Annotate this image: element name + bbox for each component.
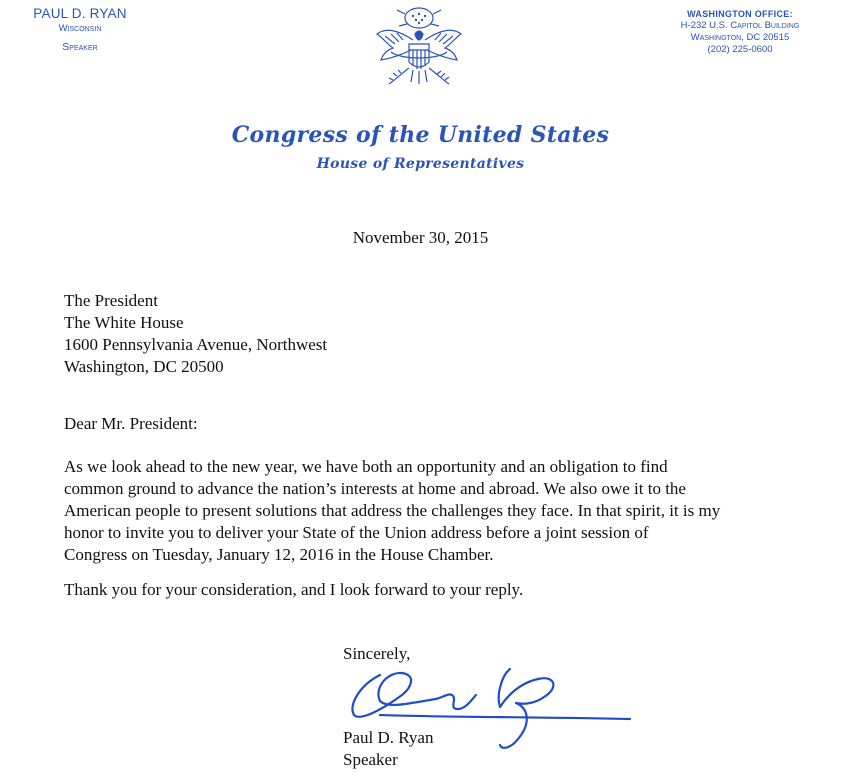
recipient-address: [64, 290, 327, 378]
office-line: (202) 225-0600: [707, 44, 773, 55]
office-line: Washington, DC 20515: [690, 32, 790, 43]
congress-heading: Congress of the United States: [231, 122, 610, 148]
body-line: As we look ahead to the new year, we have both an opportunity and an obligation to find: [64, 457, 668, 476]
address-line: The President: [64, 291, 158, 310]
body-line: honor to invite you to deliver your State of the Union address before a joint session of: [64, 523, 649, 542]
letterhead-office-block: [640, 8, 840, 56]
member-title: Speaker: [62, 41, 98, 53]
signer-name: Paul D. Ryan: [343, 728, 434, 747]
office-label: WASHINGTON OFFICE:: [687, 9, 793, 19]
member-name: PAUL D. RYAN: [33, 6, 127, 21]
member-state: Wisconsin: [58, 23, 102, 34]
body-line: Congress on Tuesday, January 12, 2016 in the House Chamber.: [64, 545, 494, 564]
letterhead-member-block: [10, 6, 150, 54]
great-seal-eagle-icon: [365, 4, 473, 102]
salutation: Dear Mr. President:: [64, 414, 198, 433]
chamber-heading: House of Representatives: [316, 156, 525, 172]
address-line: The White House: [64, 313, 184, 332]
body-paragraph: [64, 456, 784, 566]
office-line: H-232 U.S. Capitol Building: [680, 20, 800, 31]
body-line: American people to present solutions that address the challenges they face. In that spirit, it is my: [64, 501, 721, 520]
letter-date: November 30, 2015: [352, 228, 489, 247]
signer-title: Speaker: [343, 750, 398, 769]
body-line: common ground to advance the nation’s interests at home and abroad. We also owe it to the: [64, 479, 686, 498]
closing: Sincerely,: [343, 644, 411, 663]
address-line: Washington, DC 20500: [64, 357, 224, 376]
address-line: 1600 Pennsylvania Avenue, Northwest: [64, 335, 328, 354]
thanks-line: Thank you for your consideration, and I look forward to your reply.: [64, 580, 524, 599]
signer-block: [343, 727, 433, 771]
